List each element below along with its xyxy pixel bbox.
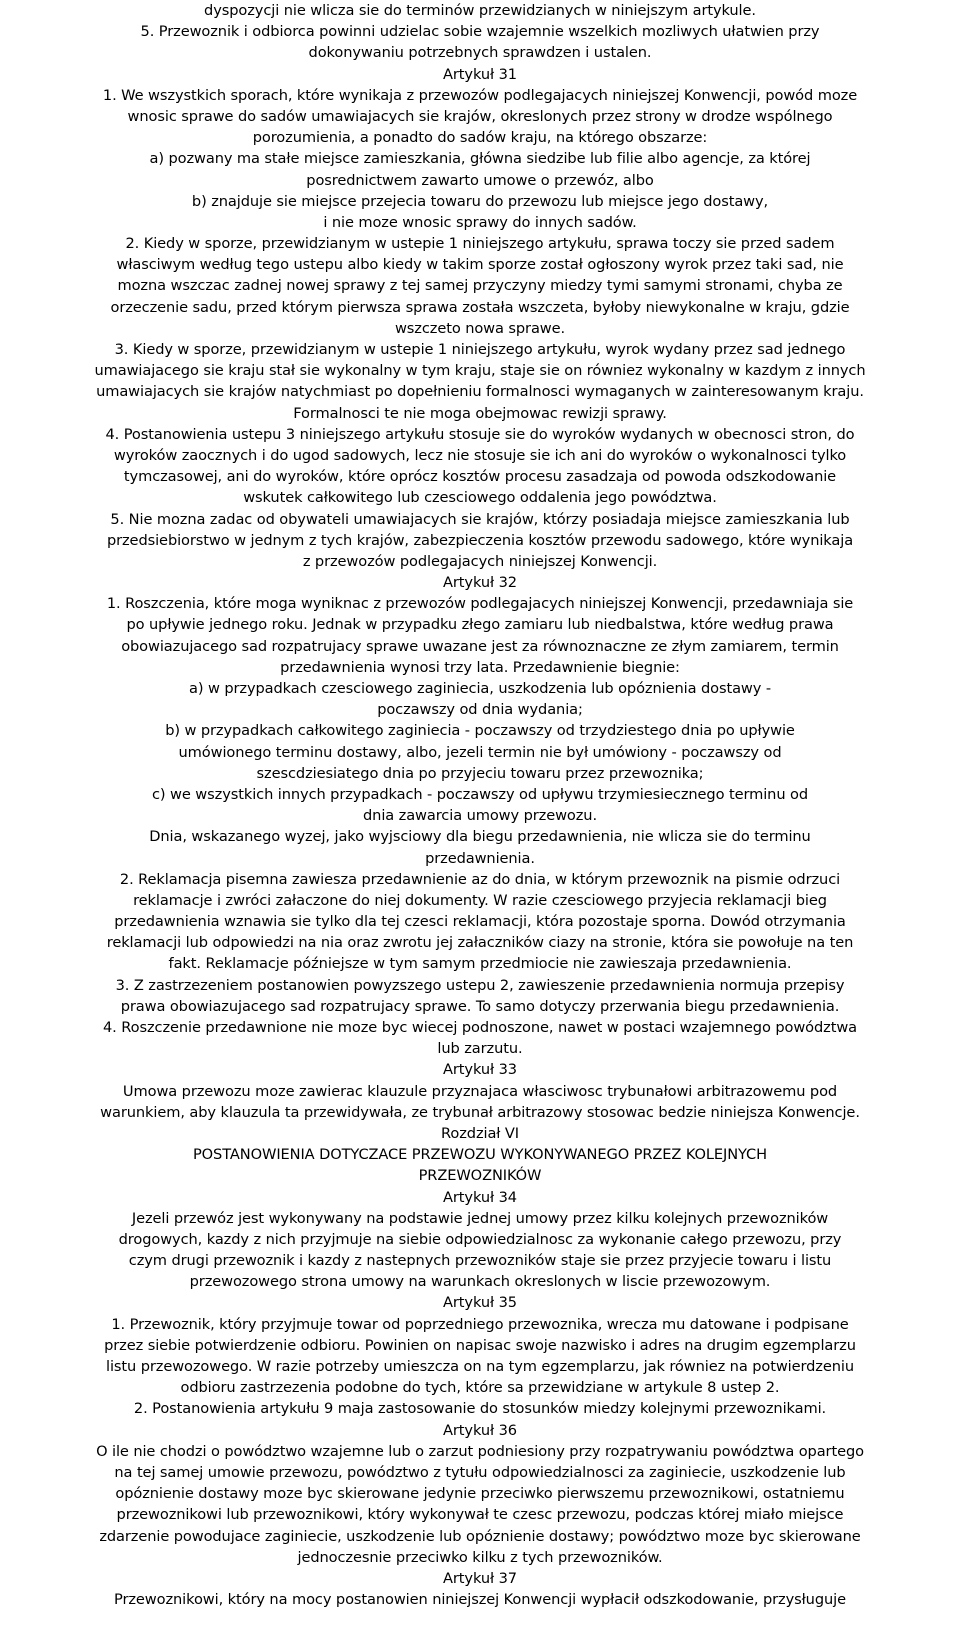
text-line: i nie moze wnosic sprawy do innych sadów. bbox=[323, 213, 637, 231]
text-line: czym drugi przewoznik i kazdy z nastepnych przewozników staje sie przez przyjecie towaru i listu bbox=[128, 1252, 832, 1270]
text-line: Przewoznikowi, który na mocy postanowien niniejszej Konwencji wypłacił odszkodowanie, przysługuje bbox=[114, 1591, 846, 1609]
text-line: a) w przypadkach czesciowego zaginiecia, uszkodzenia lub opóznienia dostawy - bbox=[188, 680, 771, 697]
text-line: opóznienie dostawy moze byc skierowane jedynie przeciwko pierwszemu przewoznikowi, ostatniemu bbox=[115, 1485, 845, 1503]
text-line: odbioru zastrzezenia podobne do tych, które sa przewidziane w artykule 8 ustep 2. bbox=[180, 1379, 780, 1397]
text-line: 4. Postanowienia ustepu 3 niniejszego artykułu stosuje sie do wyroków wydanych w obecnosci stron, do bbox=[105, 425, 855, 443]
document-page bbox=[6, 0, 954, 1610]
text-line: po upływie jednego roku. Jednak w przypadku złego zamiaru lub niedbalstwa, które według prawa bbox=[126, 616, 834, 634]
text-line: drogowych, kazdy z nich przyjmuje na siebie odpowiedzialnosc za wykonanie całego przewozu, przy bbox=[118, 1230, 842, 1248]
text-line: przez siebie potwierdzenie odbioru. Powinien on napisac swoje nazwisko i adres na drugim egzemplarzu bbox=[104, 1336, 856, 1354]
text-line: b) w przypadkach całkowitego zaginiecia - poczawszy od trzydziestego dnia po upływie bbox=[165, 722, 795, 740]
text-line: Formalnosci te nie moga obejmowac rewizji sprawy. bbox=[293, 404, 667, 422]
text-line: posrednictwem zawarto umowe o przewóz, albo bbox=[306, 171, 654, 189]
text-line: listu przewozowego. W razie potrzeby umieszcza on na tym egzemplarzu, jak równiez na potwierdzeniu bbox=[105, 1358, 854, 1375]
text-line: umawiajacych sie krajów natychmiast po dopełnieniu formalnosci wymaganych w zainteresowanym kraju. bbox=[96, 383, 864, 401]
text-line: szescdziesiatego dnia po przyjeciu towaru przez przewoznika; bbox=[256, 764, 704, 782]
text-line: reklamacje i zwróci załaczone do niej dokumenty. W razie czesciowego przyjecia reklamacji bieg bbox=[133, 891, 827, 909]
text-line: wnosic sprawe do sadów umawiajacych sie krajów, okreslonych przez strony w drodze wspólnego bbox=[127, 107, 833, 125]
text-line: 2. Reklamacja pisemna zawiesza przedawnienie az do dnia, w którym przewoznik na pismie odrzuci bbox=[119, 870, 841, 888]
text-line: przedawnienia wynosi trzy lata. Przedawnienie biegnie: bbox=[280, 658, 680, 676]
text-line: fakt. Reklamacje późniejsze w tym samym przedmiocie nie zawieszaja przedawnienia. bbox=[168, 955, 792, 973]
text-line: na tej samej umowie przewozu, powództwo z tytułu odpowiedzialnosci za zaginiecie, uszkodzenie lub bbox=[114, 1463, 846, 1481]
text-line: Artykuł 36 bbox=[443, 1421, 517, 1439]
text-line: POSTANOWIENIA DOTYCZACE PRZEWOZU WYKONYWANEGO PRZEZ KOLEJNYCH bbox=[192, 1146, 768, 1164]
text-line: Artykuł 33 bbox=[443, 1061, 517, 1079]
text-line: PRZEWOZNIKÓW bbox=[418, 1167, 542, 1185]
text-line: 4. Roszczenie przedawnione nie moze byc wiecej podnoszone, nawet w postaci wzajemnego powództwa bbox=[102, 1019, 858, 1036]
text-line: orzeczenie sadu, przed którym pierwsza sprawa została wszczeta, byłoby niewykonalne w kraju, gdzie bbox=[110, 298, 850, 316]
text-line: 5. Przewoznik i odbiorca powinni udzielac sobie wzajemnie wszelkich mozliwych ułatwien przy bbox=[140, 23, 820, 41]
text-line: Umowa przewozu moze zawierac klauzule przyznajaca własciwosc trybunałowi arbitrazowemu pod bbox=[122, 1082, 838, 1100]
text-line: 5. Nie mozna zadac od obywateli umawiajacych sie krajów, którzy posiadaja miejsce zamieszkania lub bbox=[110, 510, 850, 528]
text-line: Artykuł 37 bbox=[443, 1569, 517, 1587]
text-line: Jezeli przewóz jest wykonywany na podstawie jednej umowy przez kilku kolejnych przewozników bbox=[131, 1209, 829, 1227]
text-line: a) pozwany ma stałe miejsce zamieszkania, główna siedzibe lub filie albo agencje, za której bbox=[149, 150, 811, 168]
text-line: reklamacji lub odpowiedzi na nia oraz zwrotu jej załaczników ciazy na stronie, która sie powołuje na ten bbox=[106, 934, 854, 952]
text-line: własciwym według tego ustepu albo kiedy w takim sporze został ogłoszony wyrok przez taki sad, nie bbox=[116, 256, 844, 274]
text-line: 1. Przewoznik, który przyjmuje towar od poprzedniego przewoznika, wrecza mu datowane i podpisane bbox=[111, 1315, 849, 1333]
text-line: O ile nie chodzi o powództwo wzajemne lub o zarzut podniesiony przy rozpatrywaniu powództwa opartego bbox=[96, 1442, 864, 1460]
text-line: dokonywaniu potrzebnych sprawdzen i ustalen. bbox=[308, 44, 652, 62]
text-line: dnia zawarcia umowy przewozu. bbox=[363, 807, 597, 825]
text-line: Artykuł 35 bbox=[443, 1294, 517, 1312]
text-line: dyspozycji nie wlicza sie do terminów przewidzianych w niniejszym artykule. bbox=[204, 2, 756, 19]
text-line: przewozowego strona umowy na warunkach okreslonych w liscie przewozowym. bbox=[189, 1273, 771, 1291]
text-line: prawa obowiazujacego sad rozpatrujacy sprawe. To samo dotyczy przerwania biegu przedawnienia. bbox=[120, 997, 840, 1015]
text-line: lub zarzutu. bbox=[437, 1040, 523, 1058]
text-line: zdarzenie powodujace zaginiecie, uszkodzenie lub opóznienie dostawy; powództwo moze byc skierowane bbox=[99, 1527, 861, 1545]
text-line: wskutek całkowitego lub czesciowego oddalenia jego powództwa. bbox=[243, 489, 717, 507]
text-line: warunkiem, aby klauzula ta przewidywała, ze trybunał arbitrazowy stosowac bedzie niniejsza Konwencje. bbox=[100, 1103, 860, 1121]
text-line: przewoznikowi lub przewoznikowi, który wykonywał te czesc przewozu, podczas której miało miejsce bbox=[116, 1506, 844, 1524]
text-line: 3. Kiedy w sporze, przewidzianym w ustepie 1 niniejszego artykułu, wyrok wydany przez sad jednego bbox=[114, 341, 846, 358]
text-line: jednoczesnie przeciwko kilku z tych przewozników. bbox=[297, 1548, 663, 1566]
text-line: 1. Roszczenia, które moga wyniknac z przewozów podlegajacych niniejszej Konwencji, przedawniaja sie bbox=[106, 595, 854, 613]
text-line: poczawszy od dnia wydania; bbox=[377, 701, 583, 719]
text-line: Rozdział VI bbox=[441, 1124, 519, 1142]
text-line: umawiajacego sie kraju stał sie wykonalny w tym kraju, staje sie on równiez wykonalny w kazdym z innych bbox=[94, 362, 866, 380]
text-line: Artykuł 31 bbox=[443, 65, 517, 83]
text-line: z przewozów podlegajacych niniejszej Konwencji. bbox=[302, 552, 658, 570]
text-line: 3. Z zastrzezeniem postanowien powyzszego ustepu 2, zawieszenie przedawnienia normuja przepisy bbox=[115, 976, 845, 994]
text-line: 2. Kiedy w sporze, przewidzianym w ustepie 1 niniejszego artykułu, sprawa toczy sie przed sadem bbox=[125, 235, 835, 253]
text-line: wszczeto nowa sprawe. bbox=[394, 319, 566, 337]
text-line: przedawnienia. bbox=[425, 849, 535, 867]
text-line: b) znajduje sie miejsce przejecia towaru do przewozu lub miejsce jego dostawy, bbox=[191, 192, 769, 210]
text-line: Artykuł 34 bbox=[443, 1188, 517, 1206]
text-line: przedsiebiorstwo w jednym z tych krajów, zabezpieczenia kosztów przewodu sadowego, które wynikaja bbox=[106, 531, 854, 549]
text-line: 1. We wszystkich sporach, które wynikaja z przewozów podlegajacych niniejszej Konwencji, powód moze bbox=[102, 86, 858, 104]
text-line: Artykuł 32 bbox=[443, 574, 517, 592]
text-line: c) we wszystkich innych przypadkach - poczawszy od upływu trzymiesiecznego terminu od bbox=[151, 785, 808, 803]
text-line: przedawnienia wznawia sie tylko dla tej czesci reklamacji, która pozostaje sporna. Dowód otrzymania bbox=[114, 913, 846, 931]
text-line: porozumienia, a ponadto do sadów kraju, na którego obszarze: bbox=[252, 129, 708, 147]
text-line: mozna wszczac zadnej nowej sprawy z tej samej przyczyny miedzy tymi samymi stronami, chyba ze bbox=[117, 277, 843, 295]
text-line: Dnia, wskazanego wyzej, jako wyjsciowy dla biegu przedawnienia, nie wlicza sie do terminu bbox=[149, 828, 811, 846]
text-line: umówionego terminu dostawy, albo, jezeli termin nie był umówiony - poczawszy od bbox=[178, 743, 782, 761]
text-line: obowiazujacego sad rozpatrujacy sprawe uwazane jest za równoznaczne ze złym zamiarem, termin bbox=[121, 637, 839, 655]
text-line: wyroków zaocznych i do ugod sadowych, lecz nie stosuje sie ich ani do wyroków o wykonalnosci tylko bbox=[113, 446, 847, 464]
text-line: tymczasowej, ani do wyroków, które oprócz kosztów procesu zasadzaja od powoda odszkodowanie bbox=[123, 468, 837, 486]
text-line: 2. Postanowienia artykułu 9 maja zastosowanie do stosunków miedzy kolejnymi przewoznikami. bbox=[133, 1400, 827, 1418]
